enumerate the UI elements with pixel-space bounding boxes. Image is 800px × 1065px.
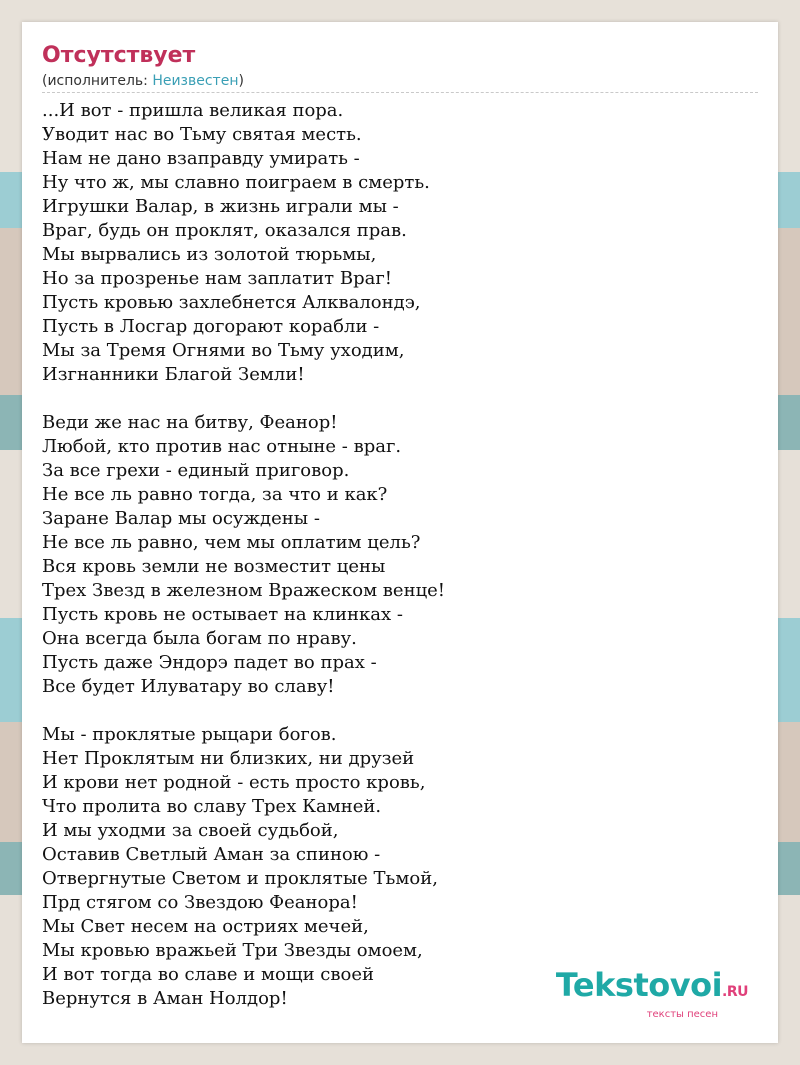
- logo-wordmark: [556, 968, 748, 1009]
- lyric-line: Мы Свет несем на остриях мечей,: [42, 916, 369, 937]
- lyric-line: Мы кровью вражьей Три Звезды омоем,: [42, 940, 423, 961]
- lyric-line: Изгнанники Благой Земли!: [42, 364, 305, 385]
- lyric-line: Не все ль равно, чем мы оплатим цель?: [42, 532, 421, 553]
- lyric-line: Что пролита во славу Трех Камней.: [42, 796, 382, 817]
- lyric-line: Вся кровь земли не возместит цены: [42, 556, 386, 577]
- lyric-line: За все грехи - единый приговор.: [42, 460, 350, 481]
- logo-tagline: тексты песен: [646, 1009, 718, 1020]
- lyric-line: Враг, будь он проклят, оказался прав.: [42, 220, 407, 241]
- lyric-line: Прд стягом со Звездою Феанора!: [42, 892, 358, 913]
- lyric-line: Ну что ж, мы славно поиграем в смерть.: [42, 172, 430, 193]
- lyric-line: Не все ль равно тогда, за что и как?: [42, 484, 388, 505]
- stanza-gap: [42, 387, 758, 411]
- lyric-line: Любой, кто против нас отныне - враг.: [42, 436, 402, 457]
- stanza: [42, 411, 758, 699]
- lyric-line: Уводит нас во Тьму святая месть.: [42, 124, 362, 145]
- lyric-line: Но за прозренье нам заплатит Враг!: [42, 268, 392, 289]
- lyric-line: Все будет Илуватару во славу!: [42, 676, 335, 697]
- lyric-line: Пусть в Лосгар догорают корабли -: [42, 316, 380, 337]
- lyric-line: И мы уходми за своей судьбой,: [42, 820, 339, 841]
- stanza: [42, 99, 758, 387]
- lyric-line: Вернутся в Аман Нолдор!: [42, 988, 288, 1009]
- logo-name: Tekstovoi: [555, 966, 723, 1004]
- lyric-line: Трех Звезд в железном Вражеском венце!: [42, 580, 446, 601]
- lyric-line: Нам не дано взаправду умирать -: [42, 148, 360, 169]
- lyric-line: Отвергнутые Светом и проклятые Тьмой,: [42, 868, 438, 889]
- lyric-line: Мы - проклятые рыцари богов.: [42, 724, 337, 745]
- artist-prefix: (исполнитель:: [42, 73, 153, 89]
- lyric-line: Она всегда была богам по нраву.: [42, 628, 357, 649]
- lyric-line: И крови нет родной - есть просто кровь,: [42, 772, 426, 793]
- lyric-line: Мы вырвались из золотой тюрьмы,: [42, 244, 377, 265]
- lyric-line: Заране Валар мы осуждены -: [42, 508, 320, 529]
- song-title: Отсутствует: [42, 43, 196, 68]
- lyrics-card: [22, 22, 778, 1043]
- site-logo[interactable]: [556, 968, 748, 1021]
- lyric-line: И вот тогда во славе и мощи своей: [42, 964, 374, 985]
- lyric-line: Мы за Тремя Огнями во Тьму уходим,: [42, 340, 405, 361]
- lyric-line: Пусть кровь не остывает на клинках -: [42, 604, 403, 625]
- lyric-line: Нет Проклятым ни близких, ни друзей: [42, 748, 415, 769]
- logo-tld: .RU: [722, 984, 748, 1000]
- lyric-line: ...И вот - пришла великая пора.: [42, 100, 344, 121]
- artist-suffix: ): [238, 73, 244, 89]
- divider: [42, 92, 758, 93]
- lyric-line: Игрушки Валар, в жизнь играли мы -: [42, 196, 399, 217]
- lyric-line: Пусть кровью захлебнется Алквалондэ,: [42, 292, 421, 313]
- lyrics-text: [42, 99, 758, 1011]
- artist-line: [42, 71, 758, 91]
- artist-link[interactable]: Неизвестен: [152, 73, 239, 89]
- lyric-line: Пусть даже Эндорэ падет во прах -: [42, 652, 377, 673]
- lyric-line: Веди же нас на битву, Феанор!: [42, 412, 338, 433]
- lyric-line: Оставив Светлый Аман за спиною -: [42, 844, 381, 865]
- stanza-gap: [42, 699, 758, 723]
